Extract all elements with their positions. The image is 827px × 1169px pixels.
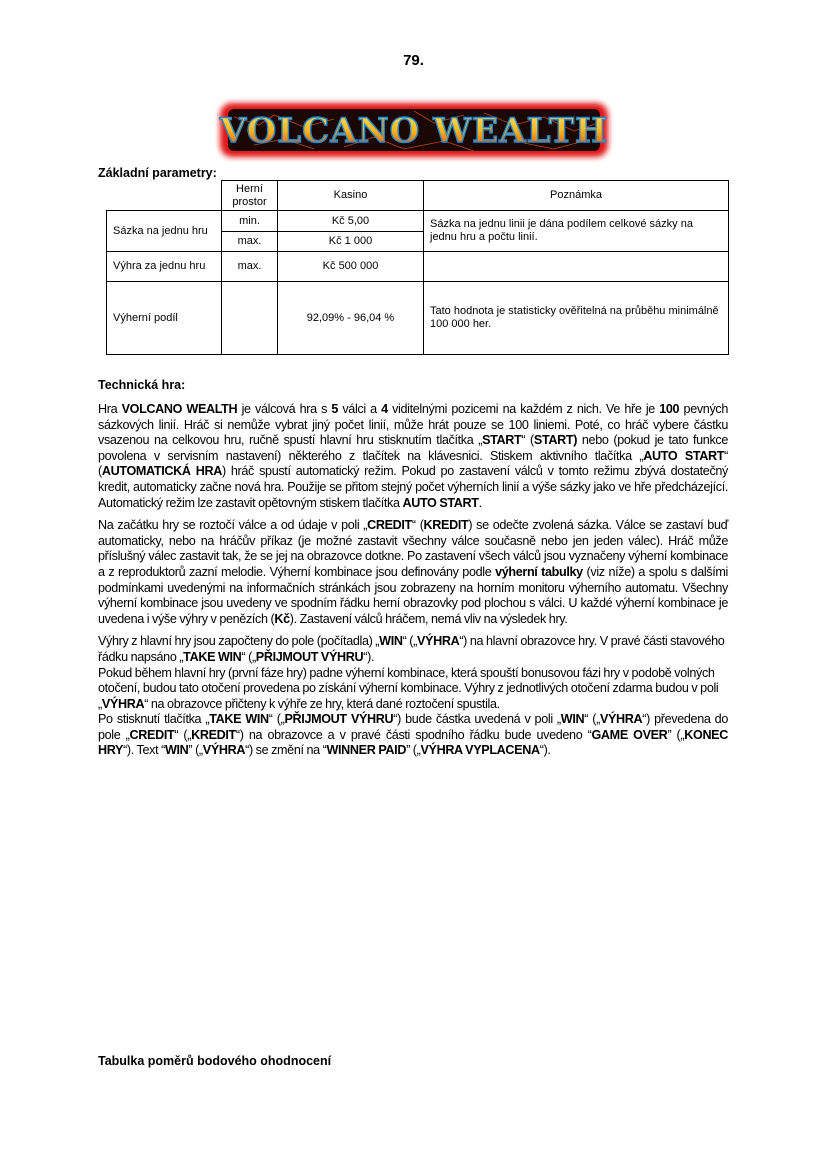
bold-term: VÝHRA xyxy=(416,634,460,649)
bold-term: WIN xyxy=(164,743,189,758)
bold-term: WIN xyxy=(379,634,403,649)
technical-title: Technická hra: xyxy=(98,378,186,392)
header-poznamka: Poznámka xyxy=(424,181,729,211)
svg-text:VOLCANO WEALTH: VOLCANO WEALTH xyxy=(219,111,609,151)
rtp-label-cell: Výherní podíl xyxy=(107,282,222,355)
bold-term: VOLCANO WEALTH xyxy=(121,402,238,416)
bold-term: Kč xyxy=(274,611,290,626)
header-kasino: Kasino xyxy=(278,181,424,211)
bold-term: AUTO START xyxy=(643,448,725,463)
win-label-cell: Výhra za jednu hru xyxy=(107,252,222,282)
table-header-row xyxy=(107,181,729,211)
bet-min-label: min. xyxy=(222,211,278,232)
win-max-label: max. xyxy=(222,252,278,282)
bold-term: START) xyxy=(533,433,578,448)
bold-term: VÝHRA xyxy=(599,712,643,727)
bold-term: AUTO START xyxy=(402,495,479,510)
bet-min-value: Kč 5,00 xyxy=(278,211,424,232)
paragraph-win-counter: Výhry z hlavní hry jsou započteny do pole (počítadla) „WIN“ („VÝHRA“) na hlavní obrazovce hry. V pravé části stavového řádku napsáno „TAKE WIN“ („PŘIJMOUT VÝHRU“). xyxy=(98,634,725,664)
logo-image xyxy=(214,97,614,163)
rtp-note: Tato hodnota je statisticky ověřitelná na průběhu minimálně 100 000 her. xyxy=(424,282,729,355)
bet-max-label: max. xyxy=(222,232,278,252)
header-empty-cell xyxy=(107,181,222,211)
paragraph-reels-stop: Na začátku hry se roztočí válce a od údaje v poli „CREDIT“ (KREDIT) se odečte zvolená sázka. Válce se zastaví buď automaticky, nebo na hráčův příkaz (je možné zastavit všechny válce současně nebo jen jeden válec). Hráč může příslušný válec zastavit tak, že se jej na obrazovce dotkne. Po zastavení všech válců jsou vyznačeny výherní kombinace a z reproduktorů zazní melodie. Výherní kombinace jsou definovány podle výherní tabulky (viz níže) a spolu s dalšími podmínkami uvedenými na informačních stránkách jsou zobrazeny na horním monitoru výherního automatu. Všechny výherní kombinace jsou uvedeny ve spodním řádku herní obrazovky pod plochou s válci. U každé výherní kombinace je uvedena i výše výhry v penězích (Kč). Zastavení válců hráčem, nemá vliv na výsledek hry. xyxy=(98,518,729,626)
bold-term: 100 xyxy=(659,402,680,416)
table-row xyxy=(107,211,729,232)
bold-term: GAME OVER xyxy=(591,727,668,742)
bold-term: 4 xyxy=(381,402,388,416)
header-herni-prostor: Herní prostor xyxy=(222,181,278,211)
table-row xyxy=(107,282,729,355)
bet-note: Sázka na jednu linii je dána podílem celkové sázky na jednu hru a počtu linií. xyxy=(424,211,729,252)
bold-term: PŘIJMOUT VÝHRU xyxy=(255,649,364,664)
bold-term: CREDIT xyxy=(367,518,412,533)
bold-term: KREDIT xyxy=(423,518,469,533)
bet-max-value: Kč 1 000 xyxy=(278,232,424,252)
bold-term: WINNER PAID xyxy=(326,743,407,758)
paytable-title: Tabulka poměrů bodového ohodnocení xyxy=(98,1054,332,1068)
bold-term: 5 xyxy=(331,402,339,416)
bold-term: CREDIT xyxy=(129,727,175,742)
paragraph-game-description: Hra VOLCANO WEALTH je válcová hra s 5 válci a 4 viditelnými pozicemi na každém z nich. Ve hře je 100 pevných sázkových linií. Hráč si nemůže vybrat jiný počet linií, může hrát pouze se 100 liniemi. Poté, co hráč vybere částku vsazenou na celkovou hru, ručně spustí hlavní hru stisknutím tlačítka „START“ (START) nebo (pokud je tato funkce povolena v servisním nastavení) některého z tlačítek na klávesnici. Stiskem aktivního tlačítka „AUTO START“ (AUTOMATICKÁ HRA) hráč spustí automatický režim. Pokud po zastavení válců v tomto režimu zbývá dostatečný kredit, automaticky začne nová hra. Použije se přitom stejný počet výherních linií a výše sázky jako ve hře předcházející. Automatický režim lze zastavit opětovným stiskem tlačítka AUTO START. xyxy=(98,402,729,510)
basic-params-table xyxy=(106,180,729,355)
win-max-value: Kč 500 000 xyxy=(278,252,424,282)
rtp-space-cell xyxy=(222,282,278,355)
bold-term: VÝHRA xyxy=(101,696,145,711)
technical-body xyxy=(98,402,728,759)
volcano-wealth-logo xyxy=(214,97,614,163)
rtp-value: 92,09% - 96,04 % xyxy=(278,282,424,355)
paragraph-take-win: Po stisknutí tlačítka „TAKE WIN“ („PŘIJMOUT VÝHRU“) bude částka uvedená v poli „WIN“ („VÝHRA“) převedena do pole „CREDIT“ („KREDIT“) na obrazovce a v pravé části spodního řádku bude uvedeno “GAME OVER” („KONEC HRY“). Text “WIN” („VÝHRA“) se změní na “WINNER PAID” („VÝHRA VYPLACENA“). xyxy=(98,712,728,758)
page-number: 79. xyxy=(403,52,424,69)
bet-label-cell: Sázka na jednu hru xyxy=(107,211,222,252)
bold-term: TAKE WIN xyxy=(183,649,242,664)
table-row xyxy=(107,252,729,282)
bold-term: TAKE WIN xyxy=(209,712,269,727)
bold-term: START xyxy=(482,433,522,448)
bold-term: KREDIT xyxy=(191,727,236,742)
win-note xyxy=(424,252,729,282)
bold-term: WIN xyxy=(560,712,585,727)
bold-term: VÝHRA xyxy=(202,743,246,758)
bold-term: KONEC HRY xyxy=(98,727,728,758)
paragraph-bonus-free-spins: Pokud během hlavní hry (první fáze hry) padne výherní kombinace, která spouští bonusovou fázi hry v podobě volných otočení, budou tato otočení provedena po získání výherní kombinace. Výhry z jednotlivých otočení zdarma budou v poli „VÝHRA“ na obrazovce přičteny k výhře ze hry, která dané roztočení spustila. xyxy=(98,665,719,711)
bold-term: výherní tabulky xyxy=(495,564,583,579)
bold-term: VÝHRA VYPLACENA xyxy=(420,743,540,758)
bold-term: PŘIJMOUT VÝHRU xyxy=(284,712,394,727)
bold-term: AUTOMATICKÁ HRA xyxy=(101,464,222,479)
basic-params-title: Základní parametry: xyxy=(98,166,217,180)
